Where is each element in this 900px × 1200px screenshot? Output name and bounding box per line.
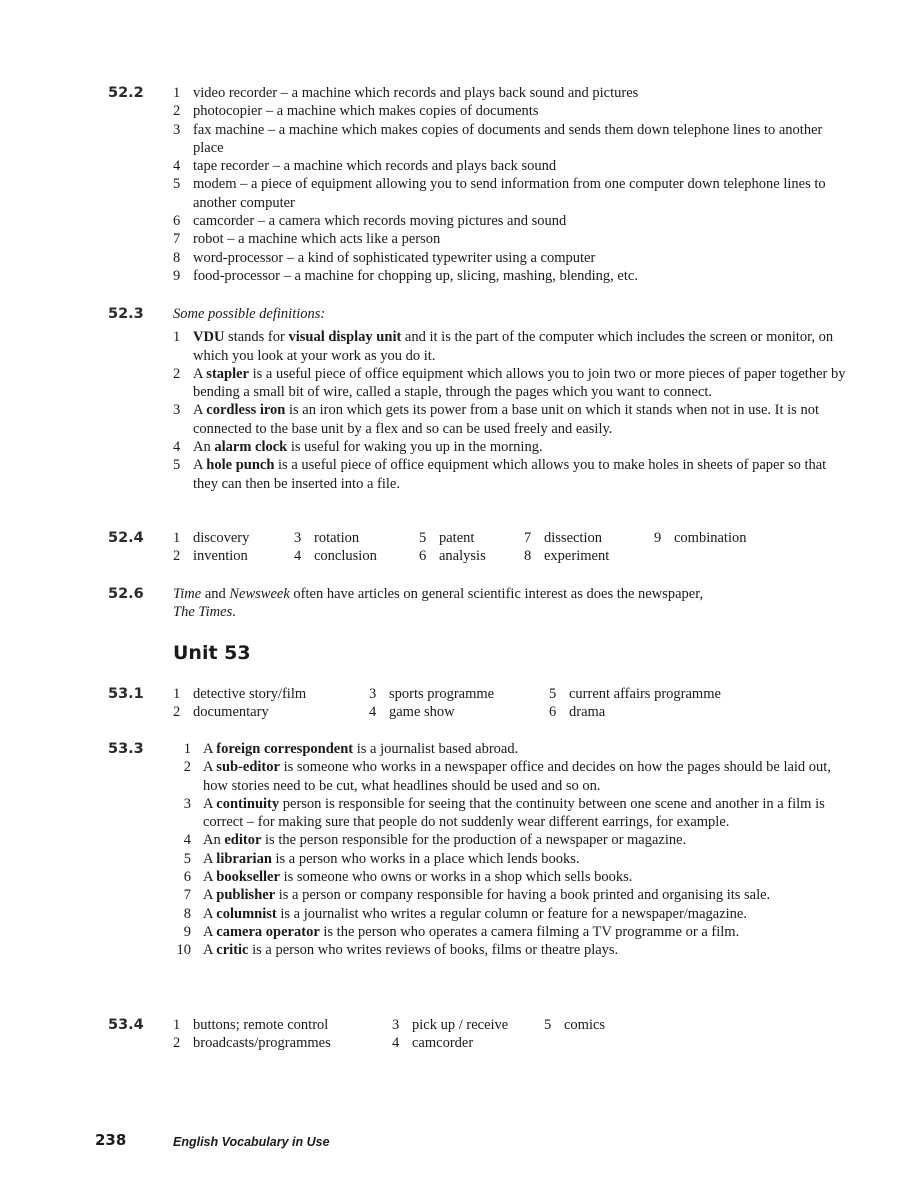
item-number: 8 <box>183 905 191 922</box>
grid-item: 3 rotation <box>294 530 360 546</box>
grid-item: 4 conclusion <box>294 548 377 564</box>
item-text: tape recorder – a machine which records and plays back sound <box>193 158 557 175</box>
item-term: publisher <box>216 887 276 904</box>
item-number: 9 <box>183 923 191 940</box>
item-text: is a useful piece of office equipment which allows you to make holes in sheets of paper so that they can then be inserted into a file. <box>193 457 827 492</box>
item-text: and it is the part of the computer which includes the screen or monitor, on which you look at your work as you do it. <box>193 329 834 364</box>
item-term: librarian <box>216 850 272 867</box>
section-label: 53.3 <box>108 741 144 757</box>
section-label: 52.6 <box>108 586 144 602</box>
list-item: 10 A critic is a person who writes reviews of books, films or theatre plays. <box>173 941 853 959</box>
item-text: A <box>193 457 207 474</box>
item-text: is useful for waking you up in the morning. <box>287 439 543 456</box>
page-footer <box>95 1131 330 1150</box>
section-label: 52.3 <box>108 306 144 322</box>
list-item <box>173 102 853 120</box>
item-text: fax machine – a machine which makes copies of documents and sends them down telephone lines to another place <box>193 121 823 156</box>
item-term: columnist <box>216 905 277 922</box>
item-number: 2 <box>183 759 191 776</box>
grid-item: 5 patent <box>419 530 475 546</box>
item-number: 3 <box>173 402 181 419</box>
item-text: food-processor – a machine for chopping up, slicing, mashing, blending, etc. <box>193 267 638 284</box>
item-term: VDU <box>193 329 225 346</box>
list-item <box>173 175 853 212</box>
grid-item: 1 discovery <box>173 530 250 546</box>
item-number: 3 <box>183 795 191 812</box>
item-number: 6 <box>183 869 191 886</box>
answer-grid <box>173 685 853 723</box>
list-item: 6 A bookseller is someone who owns or works in a shop which sells books. <box>173 868 853 886</box>
item-text: stands for <box>224 329 289 346</box>
list-item <box>173 249 853 267</box>
grid-item: 4 game show <box>369 704 455 720</box>
item-term: visual display unit <box>288 329 402 346</box>
grid-item: 6 analysis <box>419 548 486 564</box>
unit-heading: Unit 53 <box>173 642 251 664</box>
item-term: critic <box>216 942 249 959</box>
list-item: 3 A continuity person is responsible for seeing that the continuity between one scene and another in a film is correct – for making sure that people do not suddenly wear different earrings, for example. <box>173 795 853 832</box>
item-text: video recorder – a machine which records and plays back sound and pictures <box>193 85 639 101</box>
item-number: 5 <box>183 850 191 867</box>
list-item <box>173 84 853 102</box>
item-number: 4 <box>173 439 181 456</box>
publication-title: Newsweek <box>229 586 290 602</box>
item-number: 2 <box>173 365 181 382</box>
section-label: 53.4 <box>108 1017 144 1033</box>
grid-item: 2 broadcasts/programmes <box>173 1035 331 1051</box>
grid-item: 7 dissection <box>524 530 602 546</box>
grid-item: 5 comics <box>544 1017 606 1033</box>
list-item: 4 An editor is the person responsible for the production of a newspaper or magazine. <box>173 831 853 849</box>
grid-item: 6 drama <box>549 704 606 720</box>
item-text: robot – a machine which acts like a person <box>193 231 441 248</box>
list-item <box>173 365 853 402</box>
item-term: sub-editor <box>216 759 280 776</box>
answer-grid <box>173 1016 853 1054</box>
list-item <box>173 267 853 285</box>
item-number: 1 <box>173 85 181 101</box>
item-term: stapler <box>206 365 249 382</box>
item-term: hole punch <box>206 457 275 474</box>
item-number: 2 <box>173 103 181 120</box>
list-item <box>173 121 853 158</box>
publication-title: The Times <box>173 604 233 621</box>
list-item: 7 A publisher is a person or company responsible for having a book printed and organising its sale. <box>173 886 853 904</box>
item-text: A <box>193 402 207 419</box>
list-item: 1 A foreign correspondent is a journalist based abroad. <box>173 740 853 758</box>
item-number: 1 <box>173 329 181 346</box>
list-item <box>173 157 853 175</box>
item-text: An <box>193 439 215 456</box>
section-label: 53.1 <box>108 686 144 702</box>
item-number: 8 <box>173 249 181 266</box>
section-label: 52.2 <box>108 85 144 101</box>
grid-item: 5 current affairs programme <box>549 686 721 702</box>
item-term: alarm clock <box>214 439 288 456</box>
item-text: photocopier – a machine which makes copies of documents <box>193 103 539 120</box>
list-item <box>173 401 853 438</box>
grid-item: 1 detective story/film <box>173 686 307 702</box>
grid-item: 8 experiment <box>524 548 610 564</box>
grid-item: 9 combination <box>654 530 747 546</box>
grid-item: 3 pick up / receive <box>392 1017 509 1033</box>
item-term: editor <box>224 832 262 849</box>
grid-item: 4 camcorder <box>392 1035 474 1051</box>
item-number: 4 <box>173 158 181 175</box>
list-item <box>173 456 853 493</box>
grid-item: 2 invention <box>173 548 248 564</box>
grid-item: 1 buttons; remote control <box>173 1017 329 1033</box>
item-number: 1 <box>183 741 191 757</box>
item-term: bookseller <box>216 869 280 886</box>
answer-list <box>173 740 853 960</box>
item-number: 10 <box>176 942 191 959</box>
item-number: 5 <box>173 457 181 474</box>
answer-text: Time and Newsweek often have articles on general scientific interest as does the newspaper, The Times. <box>173 586 704 621</box>
list-item <box>173 438 853 456</box>
item-number: 7 <box>173 231 181 248</box>
book-title: English Vocabulary in Use <box>173 1135 330 1149</box>
list-item: 2 A sub-editor is someone who works in a newspaper office and decides on how the pages should be laid out, how stories need to be cut, what headlines should be used and so on. <box>173 758 853 795</box>
list-item <box>173 328 853 365</box>
section-label: 52.4 <box>108 530 144 546</box>
answer-list <box>173 305 853 493</box>
grid-item: 3 sports programme <box>369 686 495 702</box>
item-term: camera operator <box>216 923 320 940</box>
item-text: word-processor – a kind of sophisticated typewriter using a computer <box>193 249 596 266</box>
item-text: is a useful piece of office equipment which allows you to join two or more pieces of paper together by bending a small bit of wire, called a staple, through the pages which you want to connect. <box>193 365 846 401</box>
list-item <box>173 230 853 248</box>
item-term: foreign correspondent <box>216 741 354 757</box>
list-item <box>173 212 853 230</box>
item-number: 4 <box>183 832 191 849</box>
item-text: camcorder – a camera which records moving pictures and sound <box>193 213 567 230</box>
publication-title: Time <box>173 586 202 602</box>
item-term: continuity <box>216 795 280 812</box>
item-number: 3 <box>173 121 181 138</box>
grid-item: 2 documentary <box>173 704 269 720</box>
item-number: 5 <box>173 176 181 193</box>
answer-list <box>173 84 853 285</box>
item-text: modem – a piece of equipment allowing you to send information from one computer down telephone lines to another computer <box>193 176 826 211</box>
item-number: 6 <box>173 213 181 230</box>
item-number: 9 <box>173 267 181 284</box>
item-term: cordless iron <box>206 402 286 419</box>
page-number: 238 <box>95 1131 127 1149</box>
item-text: is an iron which gets its power from a base unit on which it stands when not in use. It is not connected to the base unit by a flex and so can be used freely and easily. <box>193 402 819 437</box>
answer-grid <box>173 529 853 567</box>
section-intro: Some possible definitions: <box>173 306 326 322</box>
item-number: 7 <box>183 887 191 904</box>
item-text: A <box>193 365 207 382</box>
list-item: 9 A camera operator is the person who operates a camera filming a TV programme or a film. <box>173 923 853 941</box>
list-item: 5 A librarian is a person who works in a place which lends books. <box>173 850 853 868</box>
list-item: 8 A columnist is a journalist who writes a regular column or feature for a newspaper/magazine. <box>173 905 853 923</box>
